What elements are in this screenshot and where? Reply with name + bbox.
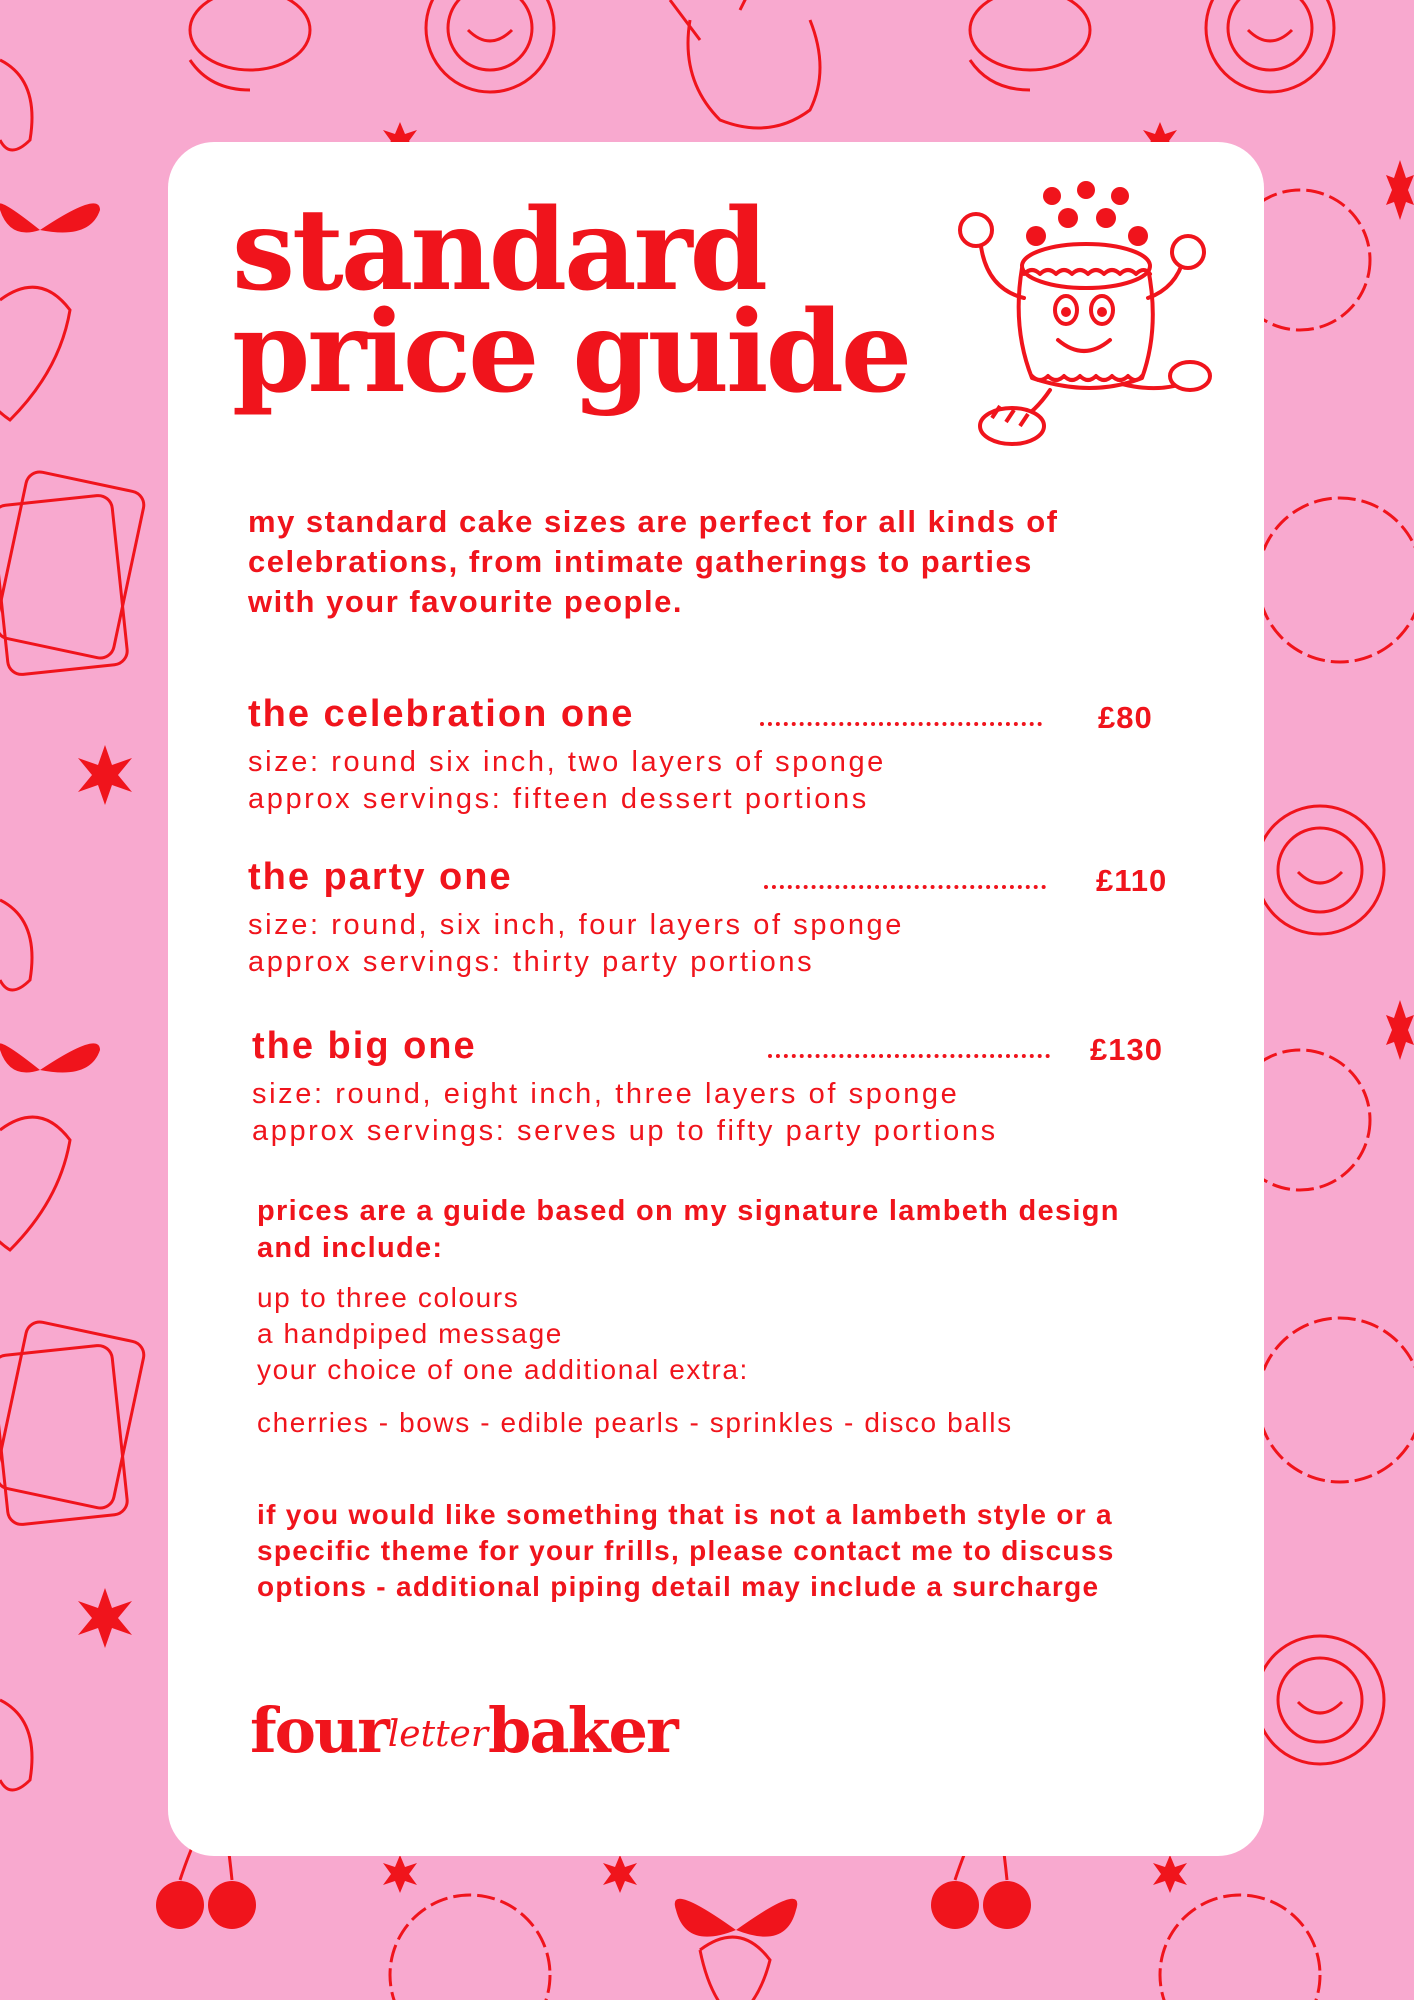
bow-icon: [0, 1043, 100, 1072]
star-icon: [1386, 1000, 1414, 1060]
brand-logo: [250, 1696, 677, 1766]
bow-icon: [675, 1899, 798, 1937]
item-description: [248, 744, 886, 818]
item-servings: approx servings: fifteen dessert portions: [248, 783, 869, 815]
star-icon: [1153, 1855, 1187, 1893]
heart-icon: [0, 287, 70, 420]
cherry-stem-icon: [0, 60, 32, 150]
item-description: [248, 907, 904, 981]
intro-text: my standard cake sizes are perfect for all kinds of celebrations, from intimate gatherings to parties with your favourite people.: [248, 504, 1059, 619]
logo-part: four: [250, 1694, 388, 1767]
item-size: size: round, eight inch, three layers of sponge: [252, 1078, 960, 1110]
star-icon: [1386, 160, 1414, 220]
title-line-2: price guide: [232, 287, 910, 418]
scallop-badge-icon: [390, 1895, 550, 2000]
cherry-icon: [931, 1881, 1031, 1929]
cake-mascot-icon: [190, 0, 310, 90]
scallop-badge-icon: [1160, 1895, 1320, 2000]
item-size: size: round, six inch, four layers of sponge: [248, 909, 905, 941]
item-servings: approx servings: thirty party portions: [248, 946, 815, 978]
includes-list: [257, 1280, 749, 1388]
item-description: [252, 1076, 998, 1150]
star-icon: [78, 1588, 132, 1648]
smiley-badge-icon: [1256, 806, 1384, 934]
item-size: size: round six inch, two layers of sponge: [248, 746, 886, 778]
item-name: the party one: [248, 856, 513, 898]
dotted-leader: [764, 885, 1046, 889]
heart-pendant-icon: [700, 1937, 770, 2000]
list-item: up to three colours: [257, 1282, 520, 1313]
item-servings: approx servings: serves up to fifty party portions: [252, 1115, 998, 1147]
hand-icon: [670, 0, 820, 128]
star-icon: [603, 1855, 637, 1893]
extras-options: cherries - bows - edible pearls - sprinkles - disco balls: [257, 1407, 1013, 1438]
includes-heading: prices are a guide based on my signature lambeth design and include:: [257, 1195, 1120, 1264]
item-name: the celebration one: [248, 693, 635, 735]
scallop-badge-icon: [1258, 1318, 1414, 1482]
cake-mascot-icon: [970, 0, 1090, 90]
smiley-badge-icon: [1256, 1636, 1384, 1764]
item-name: the big one: [252, 1025, 477, 1067]
title-line-1: standard: [232, 185, 765, 316]
smiley-badge-icon: [1206, 0, 1334, 92]
playing-card-icon: [0, 469, 146, 675]
item-price: £130: [1090, 1032, 1163, 1067]
bow-icon: [0, 203, 100, 232]
playing-card-icon: [0, 1319, 146, 1525]
dotted-leader: [760, 722, 1042, 726]
cherry-icon: [156, 1881, 256, 1929]
custom-design-note: if you would like something that is not a lambeth style or a specific theme for your frills, please contact me to discuss options - additional piping detail may include a surcharge: [257, 1499, 1115, 1602]
dotted-leader: [768, 1054, 1050, 1058]
star-icon: [78, 745, 132, 805]
cherry-stem-icon: [0, 1700, 32, 1790]
item-price: £110: [1096, 863, 1168, 898]
list-item: your choice of one additional extra:: [257, 1354, 749, 1385]
page-title: [232, 185, 992, 418]
cake-mascot-icon: [940, 178, 1220, 448]
heart-icon: [0, 1117, 70, 1250]
star-icon: [383, 1855, 417, 1893]
scallop-badge-icon: [1258, 498, 1414, 662]
logo-part: letter: [387, 1714, 489, 1755]
cherry-stem-icon: [0, 900, 32, 990]
list-item: a handpiped message: [257, 1318, 563, 1349]
logo-part: baker: [488, 1694, 677, 1767]
item-price: £80: [1098, 700, 1153, 735]
smiley-badge-icon: [426, 0, 554, 92]
